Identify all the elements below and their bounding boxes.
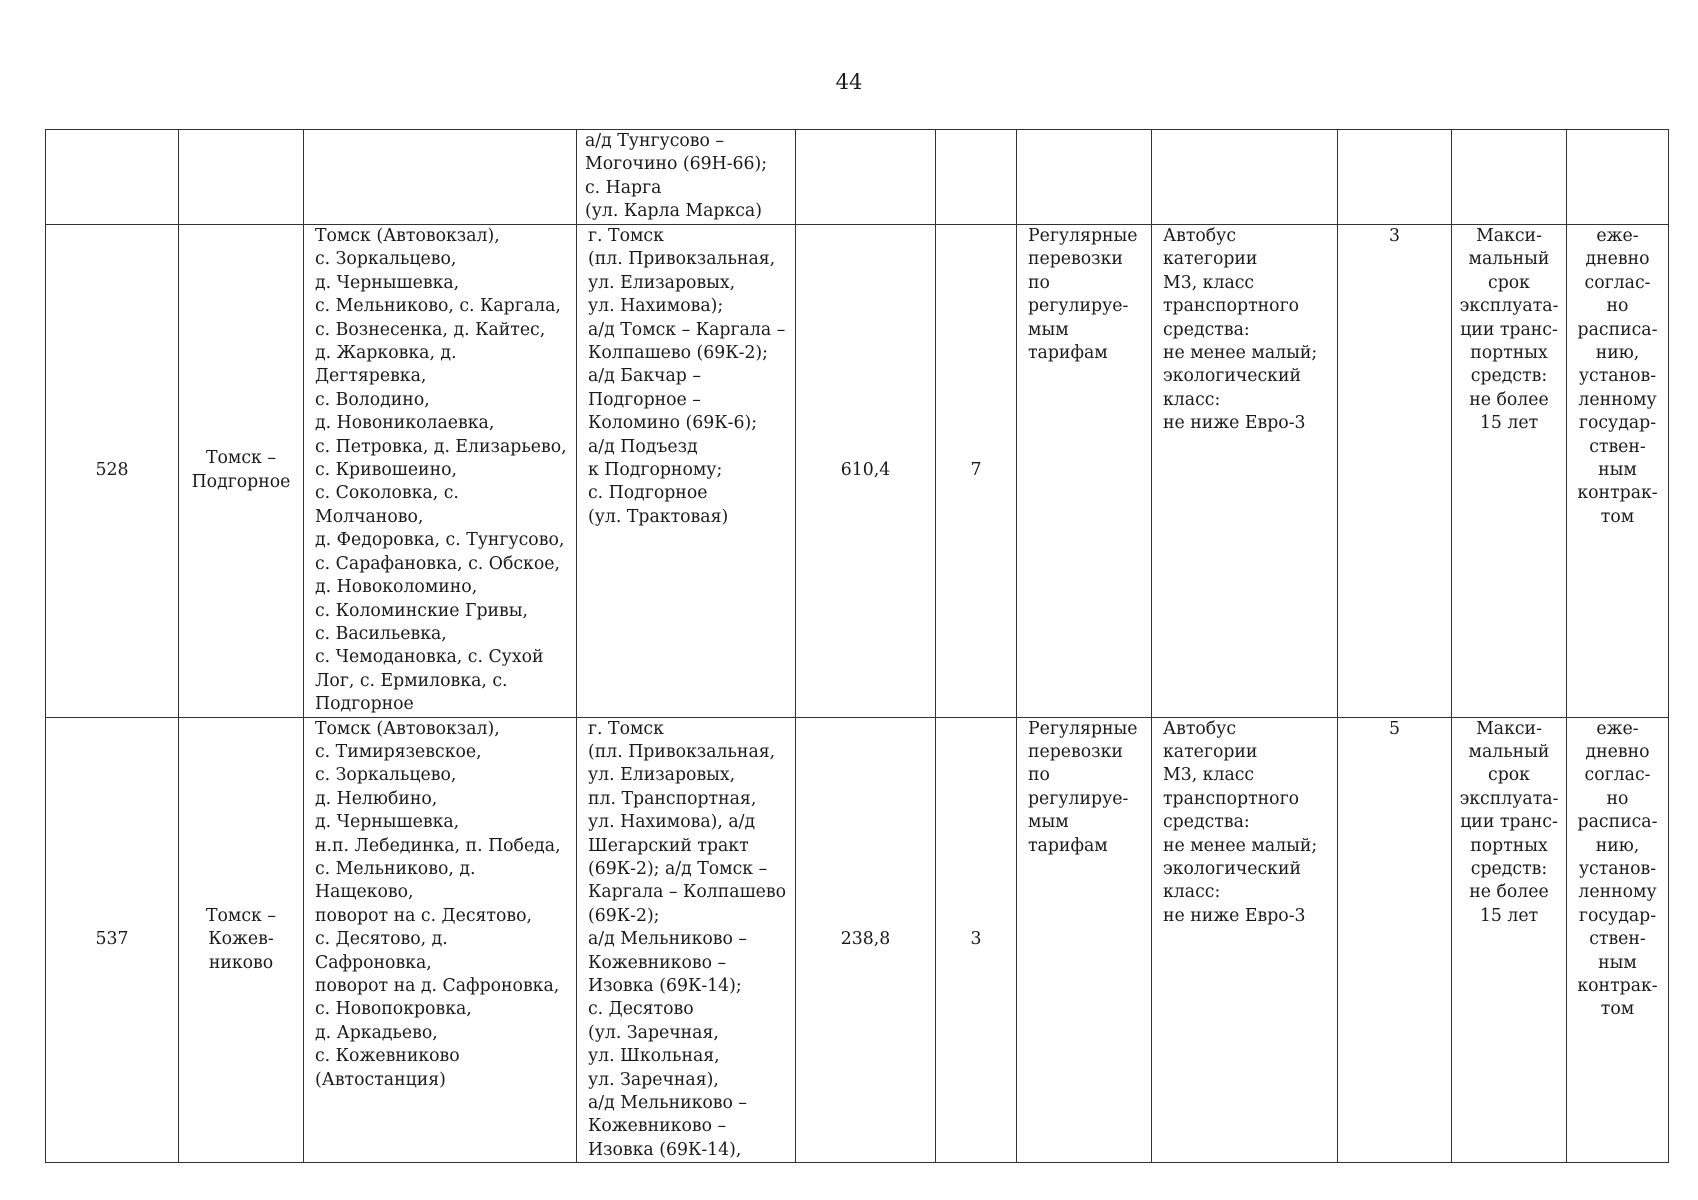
route-max-cell: 3 [1338,225,1452,718]
route-schedule-cell [1567,130,1669,225]
route-count-cell [936,130,1017,225]
route-characteristics-cell: Макси- мальный срок эксплуата- ции транс- портных средств: не более 15 лет [1452,225,1567,718]
route-count-cell: 3 [936,717,1017,1163]
table-row [46,225,1669,718]
route-type-cell [1017,130,1152,225]
page-number: 44 [835,70,863,94]
route-name-cell: Томск – Подгорное [179,225,304,718]
routes-table [45,129,1669,1163]
route-max-cell [1338,130,1452,225]
route-name-cell: Томск – Кожев- никово [179,717,304,1163]
route-schedule-cell: еже- дневно соглас- но расписа- нию, установ- ленному государ- ствен- ным контрак- том [1567,717,1669,1163]
route-type-cell: Регулярные перевозки по регулируе- мым тарифам [1017,225,1152,718]
route-vehicle-cell: Автобус категории М3, класс транспортного средства: не менее малый; экологический класс: не ниже Евро-3 [1152,717,1338,1163]
route-streets-cell: а/д Тунгусово – Могочино (69Н-66); с. Нарга (ул. Карла Маркса) [577,130,796,225]
route-number-cell [46,130,179,225]
route-length-cell: 238,8 [796,717,936,1163]
route-characteristics-cell: Макси- мальный срок эксплуата- ции транс- портных средств: не более 15 лет [1452,717,1567,1163]
route-streets-cell: г. Томск (пл. Привокзальная, ул. Елизаровых, ул. Нахимова); а/д Томск – Каргала – Колпашево (69К-2); а/д Бакчар – Подгорное – Коломино (69К-6); а/д Подъезд к Подгорному; с. Подгорное (ул. Трактовая) [577,225,796,718]
route-schedule-cell: еже- дневно соглас- но расписа- нию, установ- ленному государ- ствен- ным контрак- том [1567,225,1669,718]
table-row [46,717,1669,1163]
route-count-cell: 7 [936,225,1017,718]
route-streets-cell: г. Томск (пл. Привокзальная, ул. Елизаровых, пл. Транспортная, ул. Нахимова), а/д Шегарский тракт (69К-2); а/д Томск – Каргала – Колпашево (69К-2); а/д Мельниково – Кожевниково – Изовка (69К-14); с. Десятово (ул. Заречная, ул. Школьная, ул. Заречная), а/д Мельниково – Кожевниково – Изовка (69К-14), [577,717,796,1163]
table-row [46,130,1669,225]
route-length-cell: 610,4 [796,225,936,718]
route-vehicle-cell: Автобус категории М3, класс транспортного средства: не менее малый; экологический класс: не ниже Евро-3 [1152,225,1338,718]
route-length-cell [796,130,936,225]
route-stops-cell [304,130,577,225]
route-number-cell: 528 [46,225,179,718]
route-number-cell: 537 [46,717,179,1163]
route-stops-cell: Томск (Автовокзал), с. Зоркальцево, д. Чернышевка, с. Мельниково, с. Каргала, с. Вознесенка, д. Кайтес, д. Жарковка, д. Дегтяревка, с. Володино, д. Новониколаевка, с. Петровка, д. Елизарьево, с. Кривошеино, с. Соколовка, с. Молчаново, д. Федоровка, с. Тунгусово, с. Сарафановка, с. Обское, д. Новоколомино, с. Коломинские Гривы, с. Васильевка, с. Чемодановка, с. Сухой Лог, с. Ермиловка, с. Подгорное [304,225,577,718]
route-vehicle-cell [1152,130,1338,225]
route-stops-cell: Томск (Автовокзал), с. Тимирязевское, с. Зоркальцево, д. Нелюбино, д. Чернышевка, н.п. Лебединка, п. Победа, с. Мельниково, д. Нащеково, поворот на с. Десятово, с. Десятово, д. Сафроновка, поворот на д. Сафроновка, с. Новопокровка, д. Аркадьево, с. Кожевниково (Автостанция) [304,717,577,1163]
route-characteristics-cell [1452,130,1567,225]
route-type-cell: Регулярные перевозки по регулируе- мым тарифам [1017,717,1152,1163]
route-max-cell: 5 [1338,717,1452,1163]
route-name-cell [179,130,304,225]
